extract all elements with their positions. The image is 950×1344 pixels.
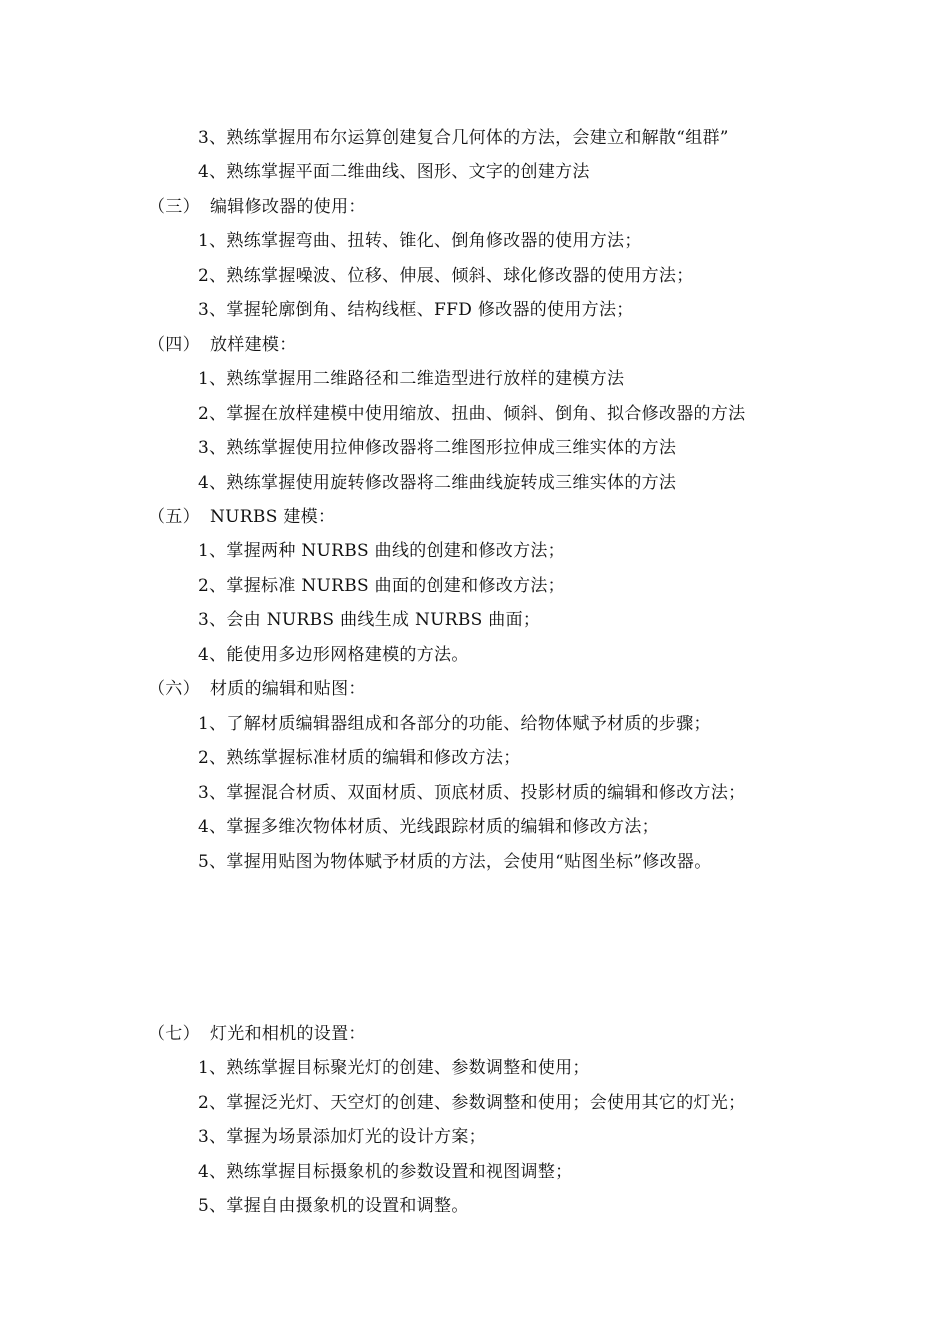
list-item: 4、掌握多维次物体材质、光线跟踪材质的编辑和修改方法； xyxy=(198,817,659,837)
list-item: 5、掌握自由摄象机的设置和调整。 xyxy=(198,1196,469,1216)
list-item: 3、熟练掌握使用拉伸修改器将二维图形拉伸成三维实体的方法 xyxy=(198,438,677,458)
section-title: NURBS 建模： xyxy=(210,507,336,527)
list-item: 1、熟练掌握弯曲、扭转、锥化、倒角修改器的使用方法； xyxy=(198,231,642,251)
list-item: 4、能使用多边形网格建模的方法。 xyxy=(198,645,469,665)
section-heading xyxy=(148,335,297,355)
section-number: （七） xyxy=(148,1024,200,1044)
list-item: 3、会由 NURBS 曲线生成 NURBS 曲面； xyxy=(198,610,541,630)
list-item: 2、熟练掌握标准材质的编辑和修改方法； xyxy=(198,748,521,768)
section-heading xyxy=(148,1024,366,1044)
list-item: 4、熟练掌握目标摄象机的参数设置和视图调整； xyxy=(198,1162,573,1182)
section-heading xyxy=(148,197,366,217)
section-heading xyxy=(148,507,335,527)
list-item: 1、熟练掌握用二维路径和二维造型进行放样的建模方法 xyxy=(198,369,625,389)
section-heading xyxy=(148,679,366,699)
list-item: 1、熟练掌握目标聚光灯的创建、参数调整和使用； xyxy=(198,1058,590,1078)
list-item: 2、掌握泛光灯、天空灯的创建、参数调整和使用；会使用其它的灯光； xyxy=(198,1093,746,1113)
list-item: 1、了解材质编辑器组成和各部分的功能、给物体赋予材质的步骤； xyxy=(198,714,711,734)
section-number: （三） xyxy=(148,197,200,217)
list-item: 5、掌握用贴图为物体赋予材质的方法，会使用“贴图坐标”修改器。 xyxy=(198,852,712,872)
section-title: 放样建模： xyxy=(210,335,297,355)
list-item: 2、掌握标准 NURBS 曲面的创建和修改方法； xyxy=(198,576,565,596)
list-item: 2、熟练掌握噪波、位移、伸展、倾斜、球化修改器的使用方法； xyxy=(198,266,694,286)
list-item: 4、熟练掌握平面二维曲线、图形、文字的创建方法 xyxy=(198,162,590,182)
section-number: （六） xyxy=(148,679,200,699)
section-title: 灯光和相机的设置： xyxy=(210,1024,366,1044)
section-title: 编辑修改器的使用： xyxy=(210,197,366,217)
list-item: 3、掌握混合材质、双面材质、顶底材质、投影材质的编辑和修改方法； xyxy=(198,783,746,803)
list-item: 3、熟练掌握用布尔运算创建复合几何体的方法，会建立和解散“组群” xyxy=(198,128,729,148)
list-item: 3、掌握轮廓倒角、结构线框、FFD 修改器的使用方法； xyxy=(198,300,634,320)
list-item: 1、掌握两种 NURBS 曲线的创建和修改方法； xyxy=(198,541,565,561)
section-number: （四） xyxy=(148,335,200,355)
section-title: 材质的编辑和贴图： xyxy=(210,679,366,699)
list-item: 2、掌握在放样建模中使用缩放、扭曲、倾斜、倒角、拟合修改器的方法 xyxy=(198,404,746,424)
list-item: 4、熟练掌握使用旋转修改器将二维曲线旋转成三维实体的方法 xyxy=(198,473,677,493)
list-item: 3、掌握为场景添加灯光的设计方案； xyxy=(198,1127,486,1147)
section-number: （五） xyxy=(148,507,200,527)
